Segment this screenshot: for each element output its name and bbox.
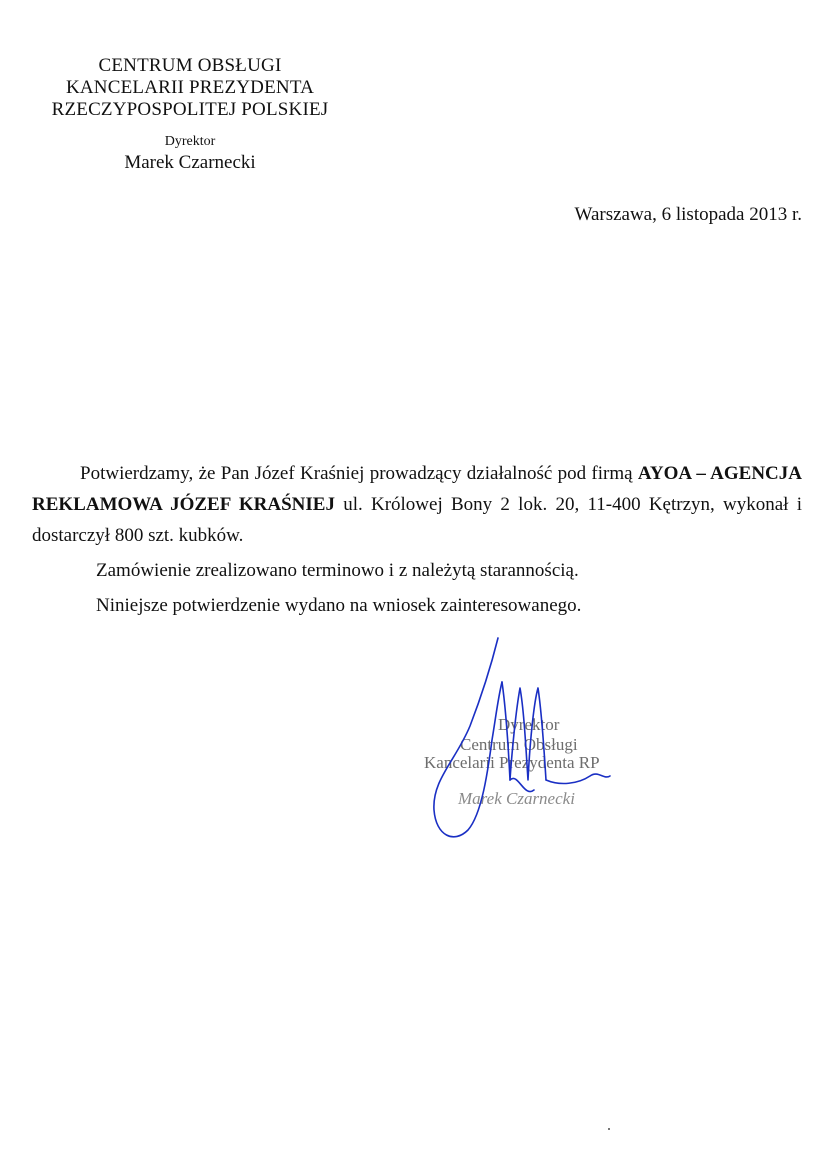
- letterhead: [20, 55, 360, 174]
- stamp-line-name: Marek Czarnecki: [458, 789, 575, 808]
- stamp-line-org: Centrum Obsługi: [460, 735, 578, 754]
- paragraph-text-start: Potwierdzamy, że Pan Józef Kraśniej prowadzący działalność pod firmą: [80, 463, 638, 484]
- stamp-line-office: Kancelarii Prezydenta RP: [424, 753, 600, 772]
- speck: [608, 1128, 610, 1130]
- confirmation-paragraph: [32, 458, 802, 551]
- sender-name: Marek Czarnecki: [124, 152, 256, 173]
- letter-date: Warszawa, 6 listopada 2013 r.: [574, 204, 802, 225]
- issuance-paragraph: Niniejsze potwierdzenie wydano na wniosek zainteresowanego.: [96, 595, 582, 616]
- letter-body: [32, 458, 802, 621]
- org-name-line-3: RZECZYPOSPOLITEJ POLSKIEJ: [51, 99, 329, 120]
- company-name: AYOA – AGENCJA REKLAMOWA JÓZEF KRAŚNIEJ: [32, 463, 802, 515]
- sender-role: Dyrektor: [164, 134, 216, 149]
- completion-paragraph: Zamówienie zrealizowano terminowo i z należytą starannością.: [96, 560, 579, 581]
- stamp-line-role: Dyrektor: [498, 715, 560, 734]
- org-name-line-2: KANCELARII PREZYDENTA: [65, 77, 315, 98]
- org-name-line-1: CENTRUM OBSŁUGI: [98, 55, 282, 76]
- paragraph-text-end: ul. Królowej Bony 2 lok. 20, 11-400 Kętrzyn, wykonał i dostarczył 800 szt. kubków.: [32, 494, 802, 546]
- official-stamp: [420, 715, 660, 825]
